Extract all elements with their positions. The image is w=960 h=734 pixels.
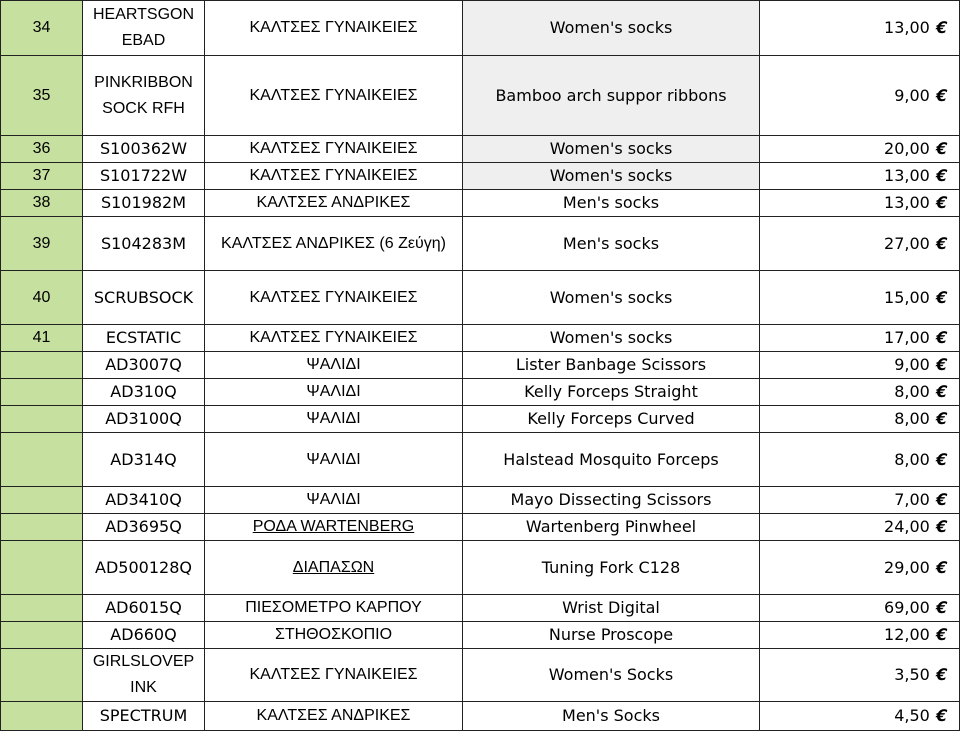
price-cell [760, 622, 960, 649]
product-code-cell: AD3695Q [83, 514, 205, 541]
price-value: 8,00 [894, 409, 930, 428]
price-cell [760, 649, 960, 702]
table-row [1, 487, 960, 514]
product-code-cell: SCRUBSOCK [83, 271, 205, 325]
table-row [1, 595, 960, 622]
product-code-cell: S100362W [83, 136, 205, 163]
euro-icon: € [933, 598, 950, 617]
category-text: ΣΤΗΘΟΣΚΟΠΙΟ [274, 626, 393, 643]
product-code-cell: AD3100Q [83, 406, 205, 433]
price-value: 9,00 [894, 355, 930, 374]
price-cell [760, 352, 960, 379]
price-value: 8,00 [894, 382, 930, 401]
row-number-cell: 39 [1, 217, 83, 271]
table-row [1, 325, 960, 352]
table-row [1, 1, 960, 56]
product-code-cell: SPECTRUM [83, 702, 205, 731]
product-name-cell: Kelly Forceps Straight [463, 379, 760, 406]
row-number-cell [1, 541, 83, 595]
row-number-cell [1, 487, 83, 514]
price-cell [760, 433, 960, 487]
product-name-cell: Women's Socks [463, 649, 760, 702]
euro-icon: € [933, 706, 950, 725]
product-code-cell: PINKRIBBON SOCK RFH [83, 56, 205, 136]
row-number-cell [1, 352, 83, 379]
price-value: 15,00 [884, 287, 930, 307]
price-value: 27,00 [884, 233, 930, 253]
table-row [1, 514, 960, 541]
category-cell [205, 514, 463, 541]
category-cell [205, 433, 463, 487]
product-name-cell: Women's socks [463, 163, 760, 190]
euro-icon: € [933, 287, 950, 307]
euro-icon: € [933, 355, 950, 374]
category-cell [205, 56, 463, 136]
category-cell [205, 406, 463, 433]
price-value: 29,00 [884, 557, 930, 577]
price-cell [760, 595, 960, 622]
category-cell [205, 325, 463, 352]
product-code-cell: AD6015Q [83, 595, 205, 622]
price-cell [760, 325, 960, 352]
category-text: ΚΑΛΤΣΕΣ ΓΥΝΑΙΚΕΙΕΣ [249, 86, 418, 104]
product-name-cell: Nurse Proscope [463, 622, 760, 649]
price-value: 8,00 [894, 449, 930, 469]
table-row [1, 379, 960, 406]
euro-icon: € [933, 233, 950, 253]
euro-icon: € [933, 382, 950, 401]
price-value: 17,00 [884, 328, 930, 347]
table-row [1, 136, 960, 163]
category-cell [205, 541, 463, 595]
product-name-cell: Women's socks [463, 271, 760, 325]
category-text: ΨΑΛΙΔΙ [306, 491, 361, 508]
category-text: ΨΑΛΙΔΙ [306, 356, 361, 373]
product-name-cell: Mayo Dissecting Scissors [463, 487, 760, 514]
category-text: ΠΙΕΣΟΜΕΤΡΟ ΚΑΡΠΟΥ [245, 599, 422, 616]
price-value: 4,50 [894, 706, 930, 725]
euro-icon: € [933, 85, 950, 105]
euro-icon: € [933, 139, 950, 158]
category-cell [205, 595, 463, 622]
row-number-cell [1, 514, 83, 541]
euro-icon: € [933, 517, 950, 536]
row-number-cell [1, 595, 83, 622]
price-cell [760, 379, 960, 406]
product-name-cell: Men's Socks [463, 702, 760, 731]
product-name-cell: Wartenberg Pinwheel [463, 514, 760, 541]
category-cell [205, 622, 463, 649]
price-value: 9,00 [894, 85, 930, 105]
price-value: 13,00 [884, 193, 930, 212]
category-text: ΨΑΛΙΔΙ [306, 410, 361, 427]
category-text: ΚΑΛΤΣΕΣ ΑΝΔΡΙΚΕΣ (6 Ζεύγη) [221, 234, 446, 252]
price-value: 12,00 [884, 625, 930, 644]
product-code-cell: AD660Q [83, 622, 205, 649]
price-value: 20,00 [884, 139, 930, 158]
price-value: 13,00 [884, 18, 930, 37]
euro-icon: € [933, 193, 950, 212]
price-cell [760, 217, 960, 271]
product-code-cell: AD3007Q [83, 352, 205, 379]
product-code-cell: AD500128Q [83, 541, 205, 595]
row-number-cell: 37 [1, 163, 83, 190]
price-cell [760, 271, 960, 325]
product-name-cell: Lister Banbage Scissors [463, 352, 760, 379]
product-name-cell: Men's socks [463, 217, 760, 271]
product-code-cell: AD3410Q [83, 487, 205, 514]
row-number-cell [1, 406, 83, 433]
euro-icon: € [933, 557, 950, 577]
category-text: ΚΑΛΤΣΕΣ ΓΥΝΑΙΚΕΙΕΣ [249, 329, 418, 346]
price-cell [760, 541, 960, 595]
product-name-cell: Women's socks [463, 136, 760, 163]
price-value: 3,50 [894, 665, 930, 684]
row-number-cell [1, 649, 83, 702]
euro-icon: € [933, 18, 950, 37]
category-text: ΚΑΛΤΣΕΣ ΓΥΝΑΙΚΕΙΕΣ [249, 666, 418, 683]
row-number-cell [1, 702, 83, 731]
euro-icon: € [933, 490, 950, 509]
category-text: ΨΑΛΙΔΙ [306, 450, 361, 468]
euro-icon: € [933, 166, 950, 185]
product-name-cell: Wrist Digital [463, 595, 760, 622]
table-row [1, 433, 960, 487]
table-row [1, 702, 960, 731]
category-cell [205, 487, 463, 514]
euro-icon: € [933, 625, 950, 644]
product-code-cell: ECSTATIC [83, 325, 205, 352]
category-text: ΚΑΛΤΣΕΣ ΓΥΝΑΙΚΕΙΕΣ [249, 167, 418, 184]
category-text: ΚΑΛΤΣΕΣ ΓΥΝΑΙΚΕΙΕΣ [249, 288, 418, 306]
category-cell [205, 649, 463, 702]
category-cell [205, 702, 463, 731]
category-text: ΚΑΛΤΣΕΣ ΓΥΝΑΙΚΕΙΕΣ [249, 19, 418, 36]
row-number-cell: 38 [1, 190, 83, 217]
category-cell [205, 163, 463, 190]
table-row [1, 649, 960, 702]
row-number-cell: 41 [1, 325, 83, 352]
category-text: ΚΑΛΤΣΕΣ ΑΝΔΡΙΚΕΣ [256, 707, 411, 724]
category-cell [205, 1, 463, 56]
euro-icon: € [933, 328, 950, 347]
price-cell [760, 702, 960, 731]
price-value: 69,00 [884, 598, 930, 617]
product-name-cell: Men's socks [463, 190, 760, 217]
category-cell [205, 217, 463, 271]
row-number-cell: 35 [1, 56, 83, 136]
product-name-cell: Kelly Forceps Curved [463, 406, 760, 433]
product-code-cell: HEARTSGON EBAD [83, 1, 205, 56]
table-row [1, 541, 960, 595]
product-name-cell: Bamboo arch suppor ribbons [463, 56, 760, 136]
category-cell [205, 379, 463, 406]
table-row [1, 352, 960, 379]
category-text: ΨΑΛΙΔΙ [306, 383, 361, 400]
product-name-cell: Women's socks [463, 325, 760, 352]
product-code-cell: S104283M [83, 217, 205, 271]
euro-icon: € [933, 409, 950, 428]
table-row [1, 217, 960, 271]
row-number-cell [1, 622, 83, 649]
category-text: ΚΑΛΤΣΕΣ ΑΝΔΡΙΚΕΣ [256, 194, 411, 211]
product-name-cell: Women's socks [463, 1, 760, 56]
category-cell [205, 352, 463, 379]
table-row [1, 190, 960, 217]
table-row [1, 163, 960, 190]
table-row [1, 406, 960, 433]
table-row [1, 622, 960, 649]
category-cell [205, 271, 463, 325]
product-name-cell: Halstead Mosquito Forceps [463, 433, 760, 487]
row-number-cell: 40 [1, 271, 83, 325]
row-number-cell [1, 433, 83, 487]
product-code-cell: GIRLSLOVEP INK [83, 649, 205, 702]
row-number-cell: 34 [1, 1, 83, 56]
category-cell [205, 136, 463, 163]
product-code-cell: S101722W [83, 163, 205, 190]
category-text: ΡΟΔΑ WARTENBERG [252, 518, 415, 535]
product-code-cell: AD314Q [83, 433, 205, 487]
euro-icon: € [933, 665, 950, 684]
price-cell [760, 163, 960, 190]
price-cell [760, 1, 960, 56]
price-cell [760, 406, 960, 433]
category-text: ΚΑΛΤΣΕΣ ΓΥΝΑΙΚΕΙΕΣ [249, 140, 418, 157]
euro-icon: € [933, 449, 950, 469]
price-list-body [1, 1, 960, 731]
price-cell [760, 190, 960, 217]
price-value: 13,00 [884, 166, 930, 185]
table-row [1, 271, 960, 325]
table-row [1, 56, 960, 136]
price-cell [760, 487, 960, 514]
category-cell [205, 190, 463, 217]
product-code-cell: S101982M [83, 190, 205, 217]
category-text: ΔΙΑΠΑΣΩΝ [292, 558, 375, 576]
price-cell [760, 56, 960, 136]
price-value: 7,00 [894, 490, 930, 509]
price-cell [760, 514, 960, 541]
row-number-cell: 36 [1, 136, 83, 163]
product-code-cell: AD310Q [83, 379, 205, 406]
product-name-cell: Tuning Fork C128 [463, 541, 760, 595]
price-cell [760, 136, 960, 163]
price-value: 24,00 [884, 517, 930, 536]
row-number-cell [1, 379, 83, 406]
